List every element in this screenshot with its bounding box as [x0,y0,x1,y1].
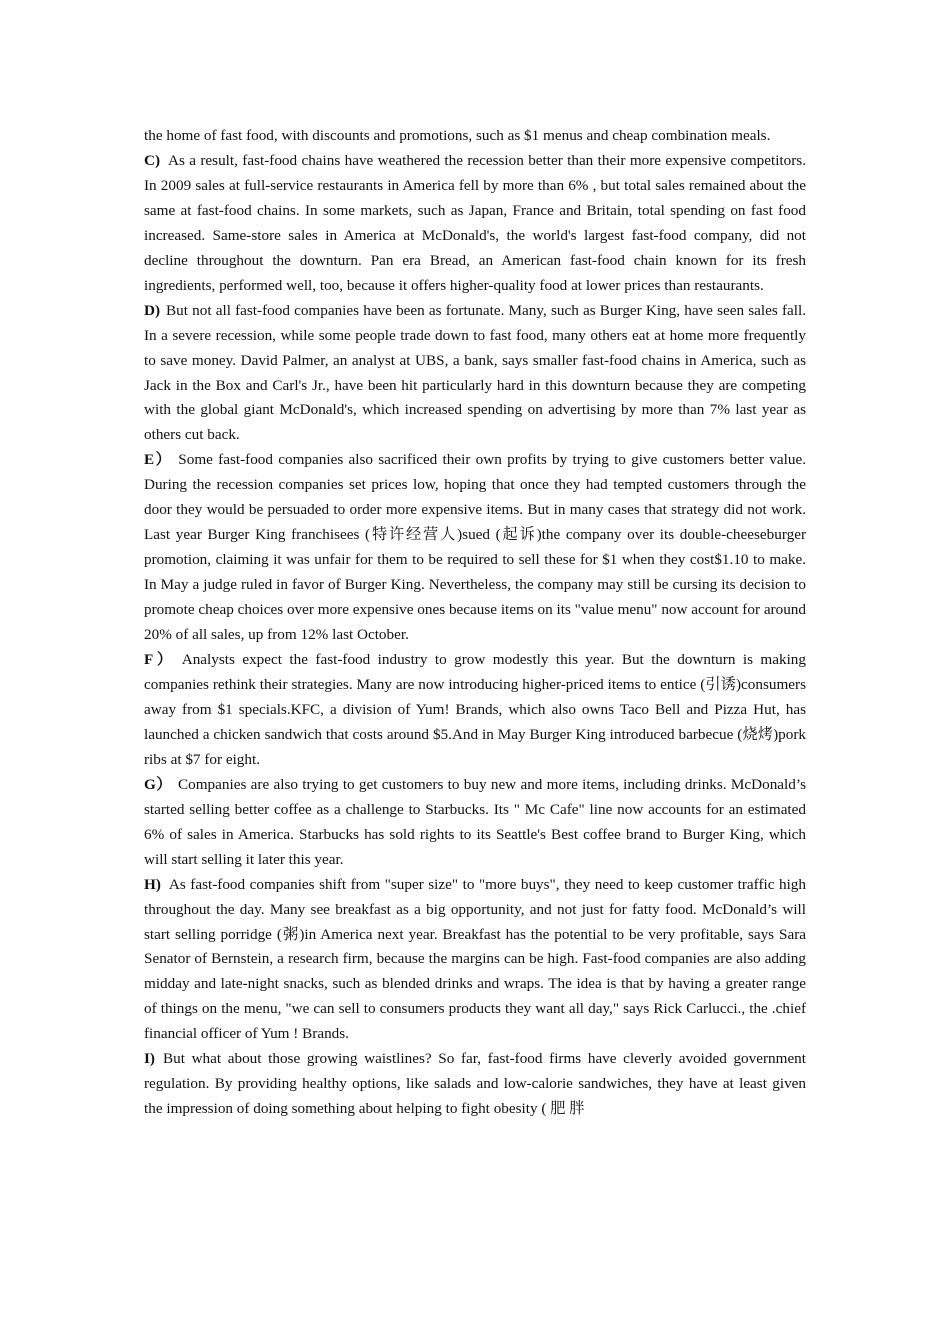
paragraph-text: But not all fast-food companies have been as fortunate. Many, such as Burger King, have seen sales fall. In a severe recession, while some people trade down to fast food, many others eat at home more frequently to save money. David Palmer, an analyst at UBS, a bank, says smaller fast-food chains in America, such as Jack in the Box and Carl's Jr., have been hit particularly hard in this downturn because they are competing with the global giant McDonald's, which increased spending on advertising by more than 7% last year as others cut back. [144,301,806,444]
paragraph-continuation [144,124,806,149]
paragraph-f [144,648,806,773]
paragraph-text: As fast-food companies shift from "super size" to "more buys", they need to keep customer traffic high throughout the day. Many see breakfast as a big opportunity, and not just for fatty food. McDonald’s will start selling porridge (粥)in America next year. Breakfast has the potential to be very profitable, says Sara Senator of Bernstein, a research firm, because the margins can be high. Fast-food companies are also adding midday and late-night snacks, such as blended drinks and wraps. The idea is that by having a greater range of things on the menu, "we can sell to consumers products they want all day," says Rick Carlucci., the .chief financial officer of Yum ! Brands. [144,875,806,1043]
paragraph-i [144,1047,806,1122]
paragraph-label: I) [144,1050,155,1068]
paragraph-c [144,149,806,299]
paragraph-g [144,773,806,873]
paragraph-label: G） [144,775,173,793]
paragraph-label: E） [144,451,173,469]
paragraph-label: H) [144,875,161,893]
paragraph-label: C) [144,151,161,169]
paragraph-text: the home of fast food, with discounts and promotions, such as $1 menus and cheap combination meals. [144,127,771,144]
paragraph-text: Companies are also trying to get customers to buy new and more items, including drinks. McDonald’s started selling better coffee as a challenge to Starbucks. Its " Mc Cafe" line now accounts for an estimated 6% of sales in America. Starbucks has sold rights to its Seattle's Best coffee brand to Burger King, which will start selling it later this year. [144,775,806,868]
paragraph-text: But what about those growing waistlines? So far, fast-food firms have cleverly avoided government regulation. By providing healthy options, like salads and low-calorie sandwiches, they have at least given the impression of doing something about helping to fight obesity ( 肥 胖 [144,1050,806,1118]
paragraph-label: D) [144,301,161,319]
document-page [144,124,806,1122]
paragraph-e [144,448,806,648]
paragraph-text: As a result, fast-food chains have weathered the recession better than their more expensive competitors. In 2009 sales at full-service restaurants in America fell by more than 6% , but total sales remained about the same at fast-food chains. In some markets, such as Japan, France and Britain, total spending on fast food increased. Same-store sales in America at McDonald's, the world's largest fast-food company, did not decline throughout the downturn. Pan era Bread, an American fast-food chain known for its fresh ingredients, performed well, too, because it offers higher-quality food at lower prices than restaurants. [144,151,806,294]
paragraph-text: Some fast-food companies also sacrificed their own profits by trying to give customers better value. During the recession companies set prices low, hoping that once they had tempted customers through the door they would be persuaded to order more expensive items. But in many cases that strategy did not work. Last year Burger King franchisees (特许经营人)sued (起诉)the company over its double-cheeseburger promotion, claiming it was unfair for them to be required to sell these for $1 when they cost$1.10 to make. In May a judge ruled in favor of Burger King. Nevertheless, the company may still be cursing its decision to promote cheap choices over more expensive ones because items on its "value menu" now account for around 20% of all sales, up from 12% last October. [144,451,806,644]
paragraph-d [144,299,806,449]
paragraph-label: F） [144,651,176,669]
paragraph-text: Analysts expect the fast-food industry to grow modestly this year. But the downturn is making companies rethink their strategies. Many are now introducing higher-priced items to entice (引诱)consumers away from $1 specials.KFC, a division of Yum! Brands, which also owns Taco Bell and Pizza Hut, has launched a chicken sandwich that costs around $5.And in May Burger King introduced barbecue (烧烤)pork ribs at $7 for eight. [144,651,806,768]
paragraph-h [144,873,806,1048]
